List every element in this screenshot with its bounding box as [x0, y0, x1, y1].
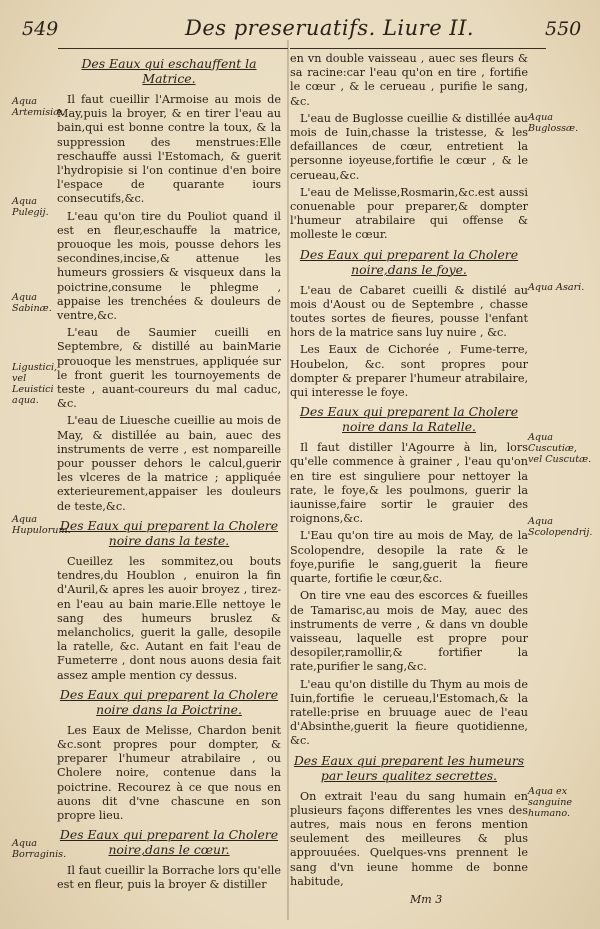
section-heading: Des Eaux qui preparent la Cholere noire,dans le cœur. — [59, 827, 279, 858]
paragraph: L'eau de Saumier cueilli en Septembre, & distillé au bainMarie prouoque les menstrues, appliquée sur le front guerit les tournoyements de teste , auant-coureurs du mal caduc, &c. — [57, 326, 281, 411]
paragraph: L'Eau qu'on tire au mois de May, de la Scolopendre, desopile la rate & le foye,purifie le sang,guerit la fieure quarte, fortifie le cœur,&c. — [290, 529, 528, 586]
section-heading: Des Eaux qui eschauffent la Matrice. — [81, 56, 257, 86]
header-rule-right — [290, 48, 546, 49]
page-number-right: 550 — [545, 18, 582, 40]
page-number-left: 549 — [22, 18, 59, 40]
paragraph: Il faut distiller l'Agourre à lin, lors qu'elle commence à grainer , l'eau qu'on en tire est singuliere pour nettoyer la rate, le foye,& les poulmons, guerir la iaunisse,faire sortir le grauier des roignons,&c. — [290, 441, 528, 526]
section-heading: Des Eaux qui preparent la Cholere noire dans la Poictrine. — [59, 686, 279, 717]
margin-note: Aqua Asari. — [528, 282, 585, 293]
paragraph: Les Eaux de Cichorée , Fume-terre, Houbelon, &c. sont propres pour dompter & preparer l'humeur atrabilaire, qui interesse le foye. — [290, 343, 528, 400]
paragraph: On extrait l'eau du sang humain en plusieurs façons differentes les vnes des autres, mais nous en ferons mention seulement des meilleures & plus approuuées. Quelques-vns prennent le sang d'vn ieune homme de bonne habitude, — [290, 789, 528, 888]
margin-note: Aqua Artemisiæ. — [12, 96, 66, 118]
margin-note: Aqua Pulegij. — [12, 196, 49, 218]
paragraph: L'eau de Melisse,Rosmarin,&c.est aussi conuenable pour preparer,& dompter l'humeur atrabilaire qui offense & molleste le cœur. — [290, 185, 528, 242]
margin-note: Aqua Sabinæ. — [12, 292, 52, 314]
paragraph: L'eau de Liuesche cueillie au mois de May, & distillée au bain, auec des instruments de verre , est nompareille pour pousser dehors le calcul,guerir les vlceres de la matrice ; appliquée exterieurement,appaiser les douleurs de teste,&c. — [57, 414, 281, 513]
margin-note: Aqua Hupulorum. — [12, 514, 71, 536]
margin-note: Ligustici, vel Leuistici aqua. — [12, 362, 58, 406]
paragraph: L'eau qu'on tire du Pouliot quand il est en fleur,eschauffe la matrice, prouoque les mois, pousse dehors les secondines,incise,& attenue les humeurs grossiers & visqueux dans la poictrine,consume le phlegme , appaise les trenchées & douleurs de ventre,&c. — [57, 209, 281, 323]
paragraph: Les Eaux de Melisse, Chardon benit &c.sont propres pour dompter, & preparer l'humeur atrabilaire , ou Cholere noire, contenue dans la poictrine. Recourez à ce que nous en auons dit d'vne chascune en son propre lieu. — [57, 723, 281, 822]
margin-note: Aqua ex sanguine humano. — [528, 786, 573, 819]
paragraph: en vn double vaisseau , auec ses fleurs & sa racine:car l'eau qu'on en tire , fortifie le cœur , & le cerueau , purifie le sang, &c. — [290, 52, 528, 108]
margin-note: Aqua Borraginis. — [12, 838, 67, 860]
paragraph: Cueillez les sommitez,ou bouts tendres,du Houblon , enuiron la fin d'Auril,& apres les auoir broyez , tirez-en l'eau au bain marie.Elle nettoye le sang des humeurs bruslez & melancholics, guerit la galle, desopile la ratelle, &c. Autant en fait l'eau de Fumeterre , dont nous auons desia fait assez ample mention cy dessus. — [57, 554, 281, 682]
page-header — [0, 14, 600, 46]
paragraph: L'eau qu'on distille du Thym au mois de Iuin,fortifie le cerueau,l'Estomach,& la ratelle:prise en bruuage auec de l'eau d'Absinthe,guerit la fieure quotidienne, &c. — [290, 677, 528, 748]
signature-mark: Mm 3 — [410, 893, 443, 906]
section-heading: Des Eaux qui preparent la Cholere noire,dans le foye. — [299, 246, 519, 277]
running-title: Des preseruatifs. Liure II. — [185, 16, 475, 40]
margin-note: Aqua Cuscutiæ, vel Cuscutæ. — [528, 432, 592, 465]
margin-note: Aqua Buglossæ. — [528, 112, 579, 134]
paragraph: On tire vne eau des escorces & fueilles de Tamarisc,au mois de May, auec des instruments de verre , & dans vn double vaisseau, laquelle est propre pour desopiler,ramollir,& fortifier la rate,purifier le sang,&c. — [290, 589, 528, 674]
paragraph: Il faut cueillir l'Armoise au mois de May,puis la broyer, & en tirer l'eau au bain,qui est bonne contre la toux, & la suppression des menstrues:Elle reschauffe aussi l'Estomach, & guerit l'hydropisie si l'on continue d'en boire l'espace de quarante iours consecutifs,&c. — [57, 93, 281, 206]
page-gutter — [287, 40, 289, 920]
header-rule-left — [58, 48, 288, 49]
paragraph: L'eau de Buglosse cueillie & distillée au mois de Iuin,chasse la tristesse, & les defaillances de cœur, entretient la personne ioyeuse,fortifie le cœur , & le cerueau,&c. — [290, 111, 528, 182]
section-heading: Des Eaux qui preparent la Cholere noire dans la teste. — [59, 517, 279, 548]
section-heading: Des Eaux qui preparent la Cholere noire dans la Ratelle. — [299, 404, 519, 435]
margin-note: Aqua Scolopendrij. — [528, 516, 593, 538]
paragraph: L'eau de Cabaret cueilli & distilé au mois d'Aoust ou de Septembre , chasse toutes sortes de fieures, pousse l'enfant hors de la matrice sans luy nuire , &c. — [290, 283, 528, 340]
paragraph: Il faut cueillir la Borrache lors qu'elle est en fleur, puis la broyer & distiller — [57, 864, 281, 892]
right-column — [290, 52, 528, 892]
section-heading: Des Eaux qui preparent les humeurs par leurs qualitez secrettes. — [293, 752, 525, 783]
left-column — [57, 52, 281, 896]
